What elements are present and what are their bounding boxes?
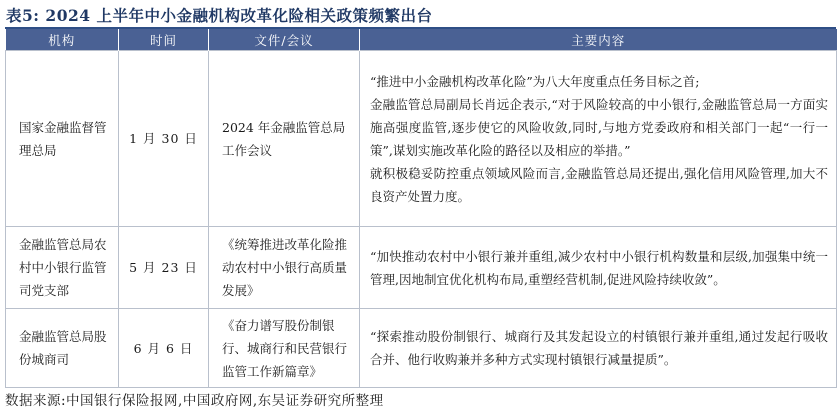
header-org: 机构 xyxy=(6,29,119,51)
cell-time: 6 月 6 日 xyxy=(119,309,209,388)
table-row xyxy=(6,51,837,227)
header-row xyxy=(6,29,837,51)
cell-content xyxy=(360,309,837,388)
cell-org: 国家金融监督管理总局 xyxy=(6,51,119,227)
cell-doc: 2024 年金融监管总局工作会议 xyxy=(209,51,360,227)
source-note: 数据来源:中国银行保险报网,中国政府网,东吴证券研究所整理 xyxy=(5,393,384,409)
content-paragraph: “推进中小金融机构改革化险”为八大年度重点任务目标之首; xyxy=(370,73,700,89)
content-paragraph: “探索推动股份制银行、城商行及其发起设立的村镇银行兼并重组,通过发起行吸收合并、他行收购兼并多种方式实现村镇银行减量提质”。 xyxy=(370,329,828,367)
content-paragraph: 就积极稳妥防控重点领域风险而言,金融监管总局还提出,强化信用风险管理,加大不良资产处置力度。 xyxy=(370,165,828,204)
cell-org: 金融监管总局股份城商司 xyxy=(6,309,119,388)
header-doc: 文件/会议 xyxy=(209,29,360,51)
table-title: 表5: 2024 上半年中小金融机构改革化险相关政策频繁出台 xyxy=(6,6,433,25)
header-content: 主要内容 xyxy=(360,29,837,51)
cell-doc: 《统筹推进改革化险推动农村中小银行高质量发展》 xyxy=(209,227,360,309)
table-row xyxy=(6,309,837,388)
policy-table xyxy=(5,29,837,388)
header-time: 时间 xyxy=(119,29,209,51)
content-paragraph: 金融监管总局副局长肖远企表示,“对于风险较高的中小银行,金融监管总局一方面实施高强度监管,逐步使它的风险收敛,同时,与地方党委政府和相关部门一起“一行一策”,谋划实施改革化险的路径以及相应的举措。” xyxy=(370,96,828,158)
cell-doc: 《奋力谱写股份制银行、城商行和民营银行监管工作新篇章》 xyxy=(209,309,360,388)
cell-content xyxy=(360,227,837,309)
content-paragraph: “加快推动农村中小银行兼并重组,减少农村中小银行机构数量和层级,加强集中统一管理,因地制宜优化机构布局,重塑经营机制,促进风险持续收敛”。 xyxy=(370,248,828,287)
cell-content xyxy=(360,51,837,227)
cell-org: 金融监管总局农村中小银行监管司党支部 xyxy=(6,227,119,309)
table-row xyxy=(6,227,837,309)
cell-time: 1 月 30 日 xyxy=(119,51,209,227)
cell-time: 5 月 23 日 xyxy=(119,227,209,309)
